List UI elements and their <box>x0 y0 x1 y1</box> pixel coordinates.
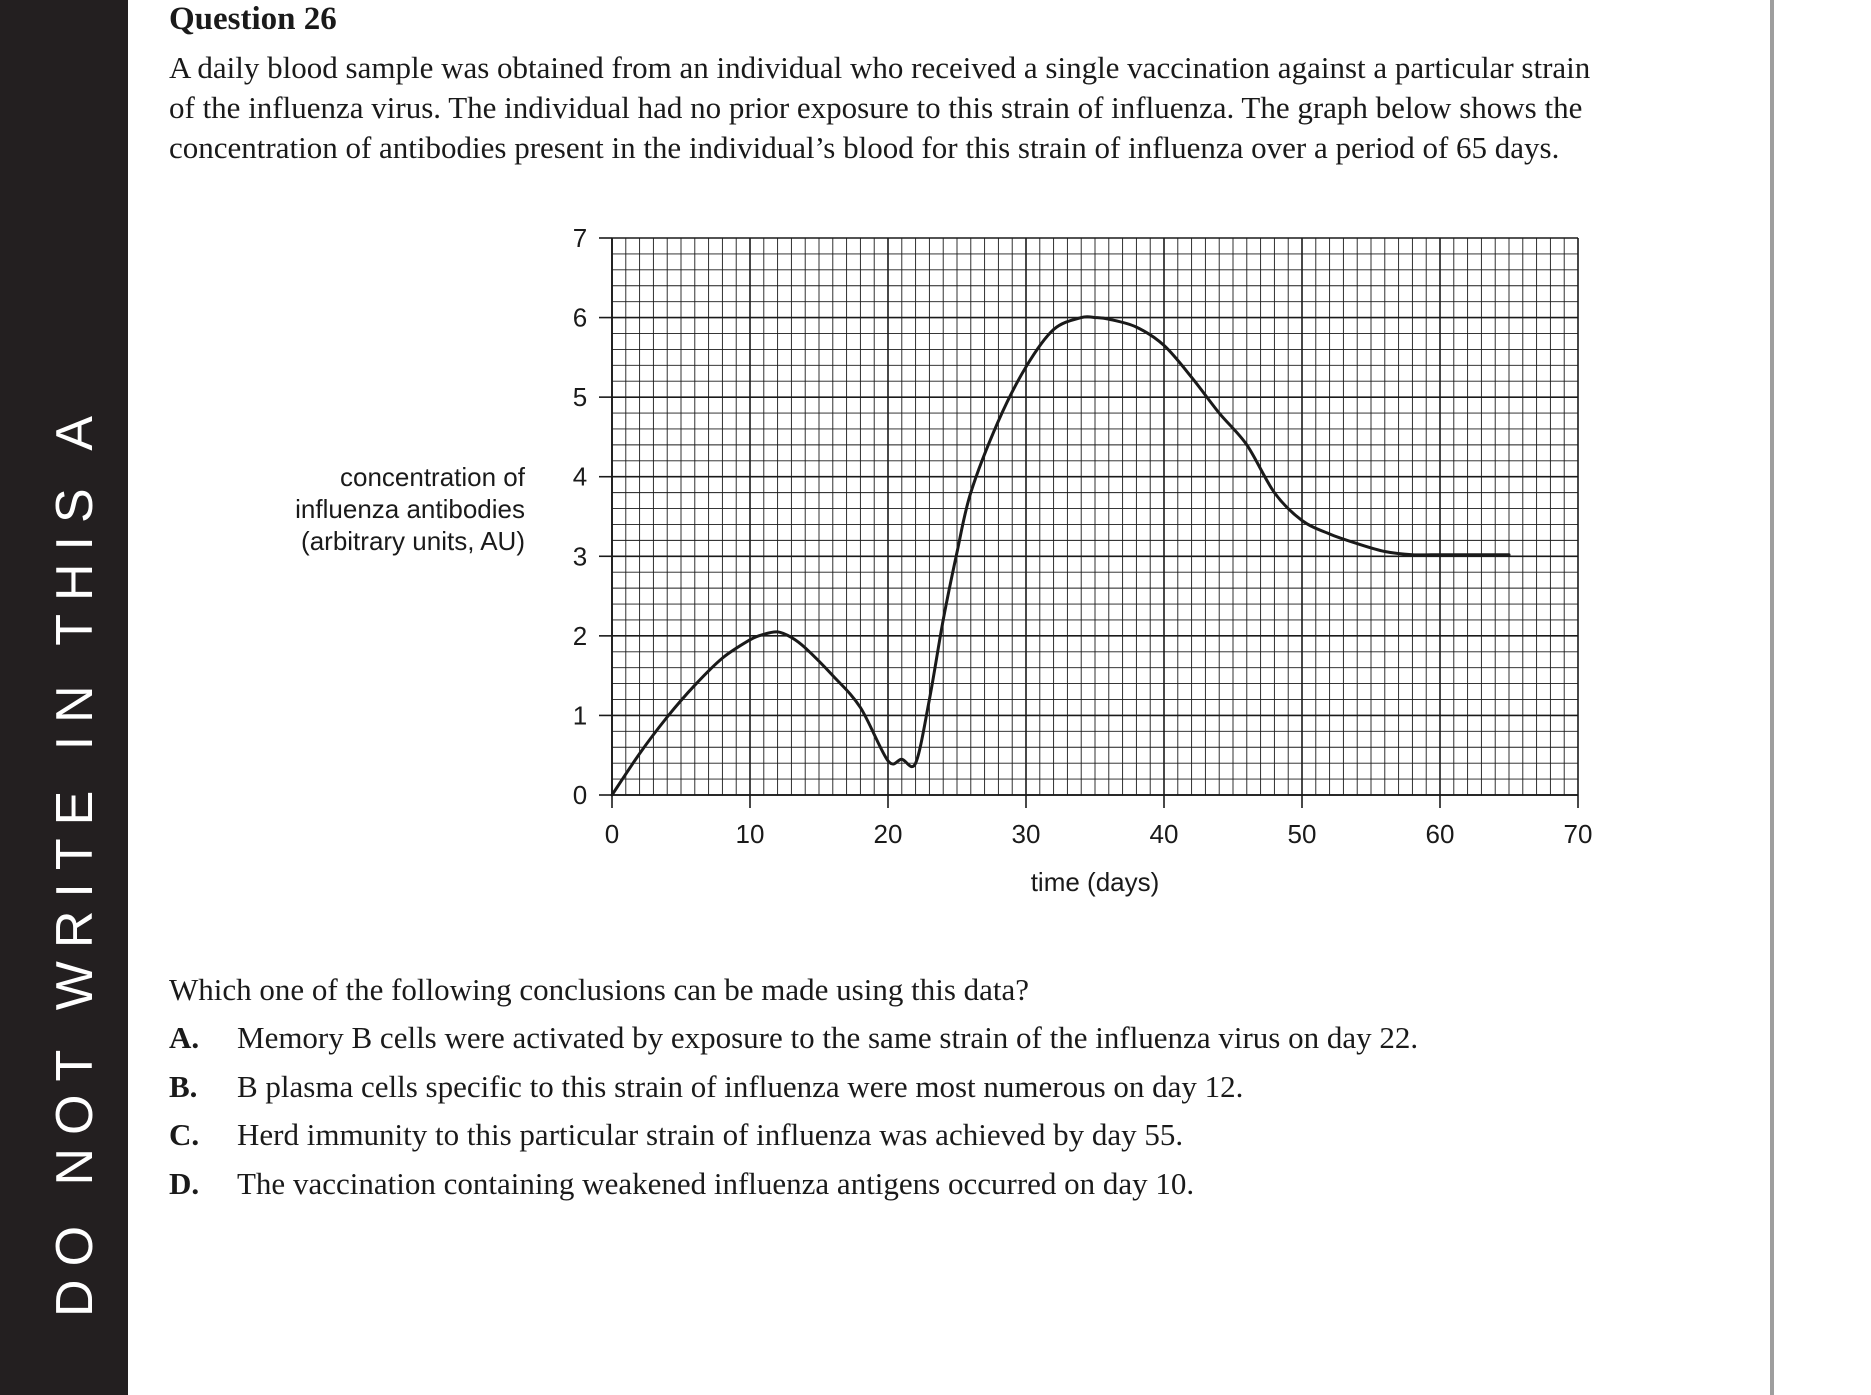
margin-notice: DO NOT WRITE IN THIS A <box>46 403 104 1317</box>
y-tick-label: 7 <box>572 223 588 253</box>
option-text: Herd immunity to this particular strain of influenza was achieved by day 55. <box>237 1117 1184 1152</box>
option-text: Memory B cells were activated by exposure to the same strain of the influenza virus on day 22. <box>237 1020 1419 1055</box>
y-tick-label: 3 <box>572 541 588 572</box>
x-tick-label: 40 <box>1149 819 1179 849</box>
x-axis-label: time (days) <box>1030 867 1160 897</box>
y-tick-label: 4 <box>572 461 588 492</box>
option-text: B plasma cells specific to this strain of influenza were most numerous on day 12. <box>237 1068 1244 1104</box>
y-tick-label: 1 <box>572 700 588 731</box>
x-tick-label: 10 <box>735 819 765 849</box>
stem-line-3: concentration of antibodies present in the individual’s blood for this strain of influenza over a period of 65 days. <box>169 130 1560 165</box>
x-tick-label: 60 <box>1425 819 1455 849</box>
y-tick-label: 2 <box>572 620 588 651</box>
antibody-chart <box>260 210 1660 910</box>
y-axis-label-line-3: (arbitrary units, AU) <box>301 526 525 556</box>
y-axis-label-line-2: influenza antibodies <box>295 494 525 524</box>
chart-grid-minor <box>612 238 1578 795</box>
question-prompt: Which one of the following conclusions can be made using this data? <box>169 972 1030 1007</box>
x-tick-label: 20 <box>873 819 903 849</box>
option-letter: D. <box>169 1165 200 1201</box>
option-text: The vaccination containing weakened influenza antigens occurred on day 10. <box>237 1165 1195 1201</box>
page-border <box>1770 0 1774 1395</box>
x-tick-label: 50 <box>1287 819 1317 849</box>
option-letter: B. <box>169 1068 198 1104</box>
y-axis-label-line-1: concentration of <box>339 462 525 492</box>
chart-ticks <box>599 238 1578 808</box>
margin-strip <box>0 0 128 1395</box>
stem-line-2: of the influenza virus. The individual had no prior exposure to this strain of influenza. The graph below shows the <box>169 90 1583 125</box>
question-title: Question 26 <box>169 1 337 37</box>
y-tick-label: 0 <box>572 780 588 810</box>
y-tick-label: 5 <box>572 382 588 413</box>
option-letter: C. <box>169 1117 200 1152</box>
x-tick-label: 30 <box>1011 819 1041 849</box>
x-tick-label: 0 <box>604 819 620 849</box>
option-letter: A. <box>169 1020 200 1055</box>
stem-line-1: A daily blood sample was obtained from an individual who received a single vaccination against a particular strain <box>169 50 1591 85</box>
x-tick-label: 70 <box>1563 819 1593 849</box>
question-stem <box>169 48 1729 168</box>
y-tick-label: 6 <box>572 302 588 333</box>
